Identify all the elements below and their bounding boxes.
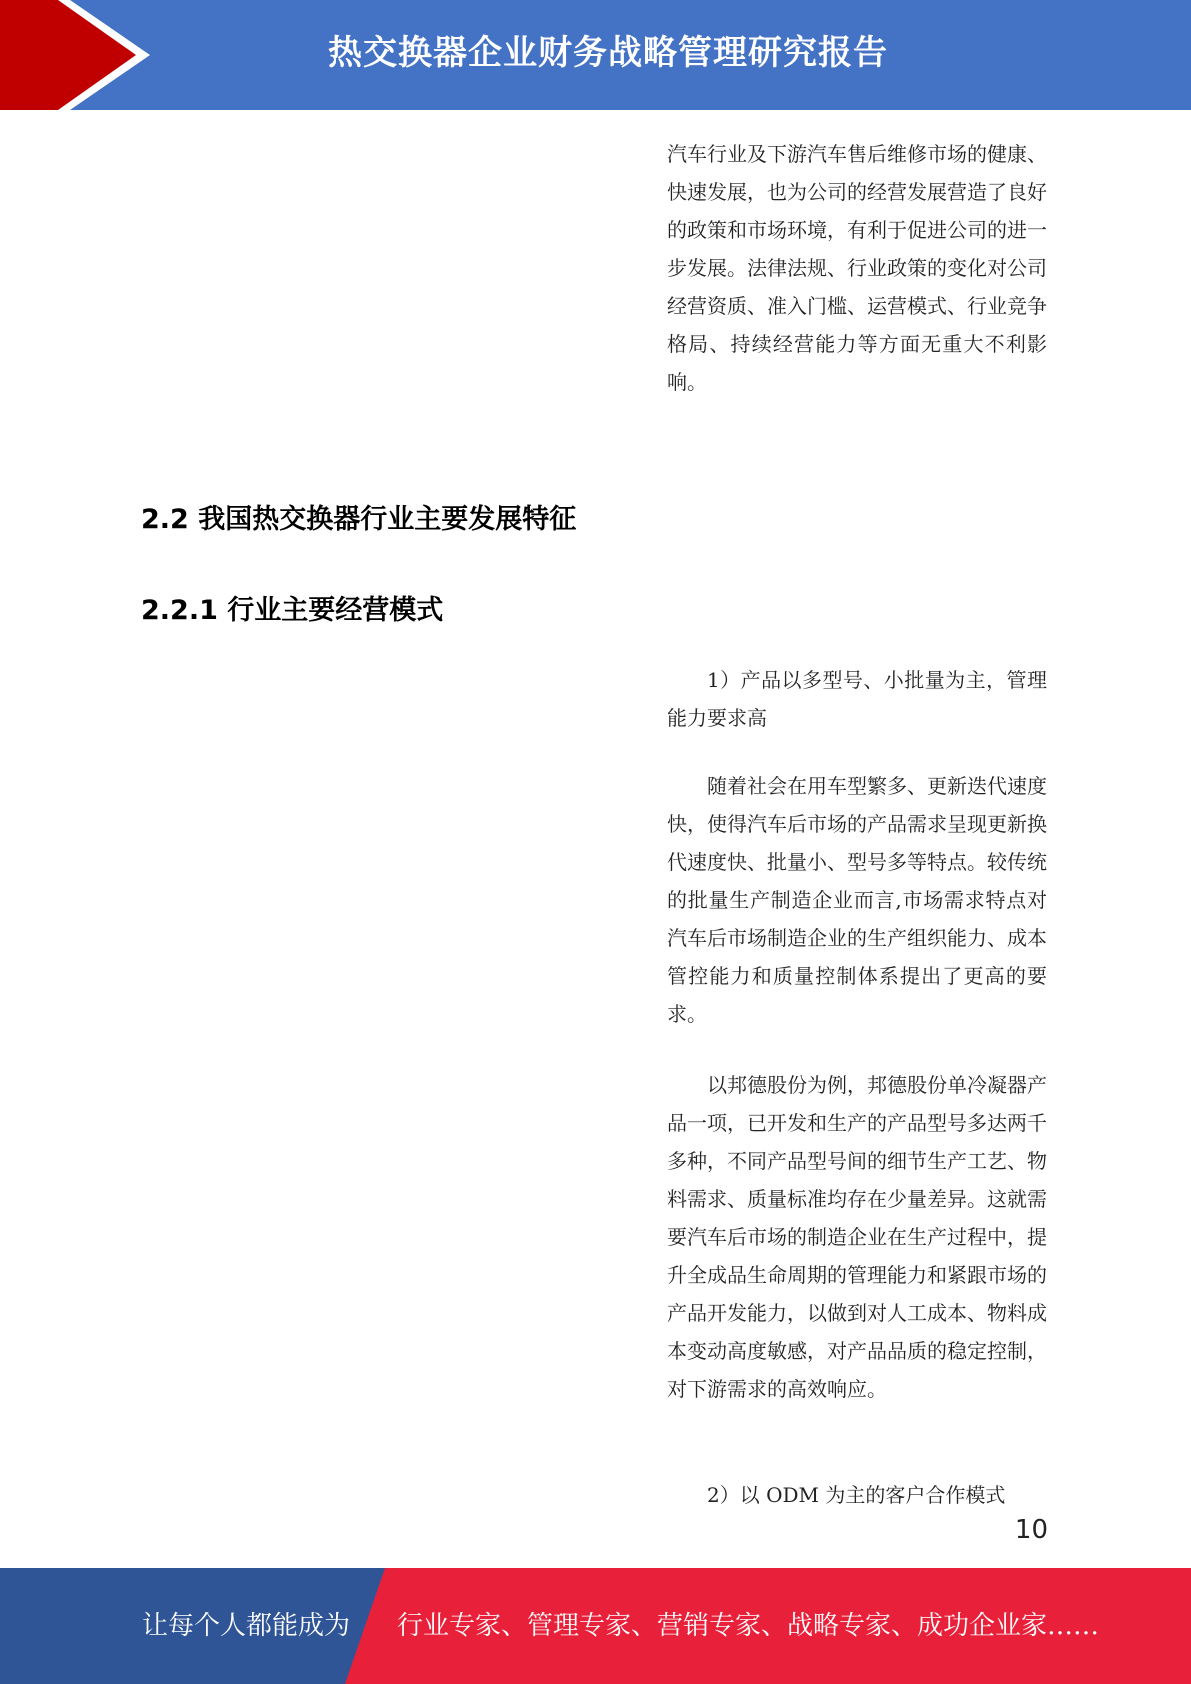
item-4-block bbox=[667, 1476, 1047, 1514]
header-bar bbox=[0, 0, 1191, 110]
item-2-block bbox=[667, 767, 1047, 1033]
intro-paragraph: 汽车行业及下游汽车售后维修市场的健康、快速发展，也为公司的经营发展营造了良好的政策和市场环境，有利于促进公司的进一步发展。法律法规、行业政策的变化对公司经营资质、准入门槛、运营模式、行业竞争格局、持续经营能力等方面无重大不利影响。 bbox=[667, 142, 1047, 394]
intro-block bbox=[667, 135, 1047, 401]
section-heading: 2.2 我国热交换器行业主要发展特征 bbox=[141, 504, 577, 535]
page-number: 10 bbox=[1014, 1515, 1048, 1545]
document-title: 热交换器企业财务战略管理研究报告 bbox=[328, 33, 888, 73]
item-3-block bbox=[667, 1066, 1047, 1408]
item-4-paragraph: 2）以 ODM 为主的客户合作模式 bbox=[707, 1483, 1006, 1507]
item-1-block bbox=[667, 661, 1047, 737]
item-2-paragraph: 随着社会在用车型繁多、更新迭代速度快，使得汽车后市场的产品需求呈现更新换代速度快、批量小、型号多等特点。较传统的批量生产制造企业而言,市场需求特点对汽车后市场制造企业的生产组织能力、成本管控能力和质量控制体系提出了更高的要求。 bbox=[667, 774, 1047, 1026]
footer-slogan-right: 行业专家、管理专家、营销专家、战略专家、成功企业家…… bbox=[397, 1611, 1100, 1641]
footer-slogan-left: 让每个人都能成为 bbox=[142, 1611, 351, 1641]
subsection-heading: 2.2.1 行业主要经营模式 bbox=[141, 595, 444, 626]
item-1-paragraph: 1）产品以多型号、小批量为主，管理能力要求高 bbox=[667, 668, 1047, 730]
footer-bar bbox=[0, 1568, 1191, 1684]
item-3-paragraph: 以邦德股份为例，邦德股份单冷凝器产品一项，已开发和生产的产品型号多达两千多种，不同产品型号间的细节生产工艺、物料需求、质量标准均存在少量差异。这就需要汽车后市场的制造企业在生产过程中，提升全成品生命周期的管理能力和紧跟市场的产品开发能力，以做到对人工成本、物料成本变动高度敏感，对产品品质的稳定控制，对下游需求的高效响应。 bbox=[667, 1073, 1047, 1401]
